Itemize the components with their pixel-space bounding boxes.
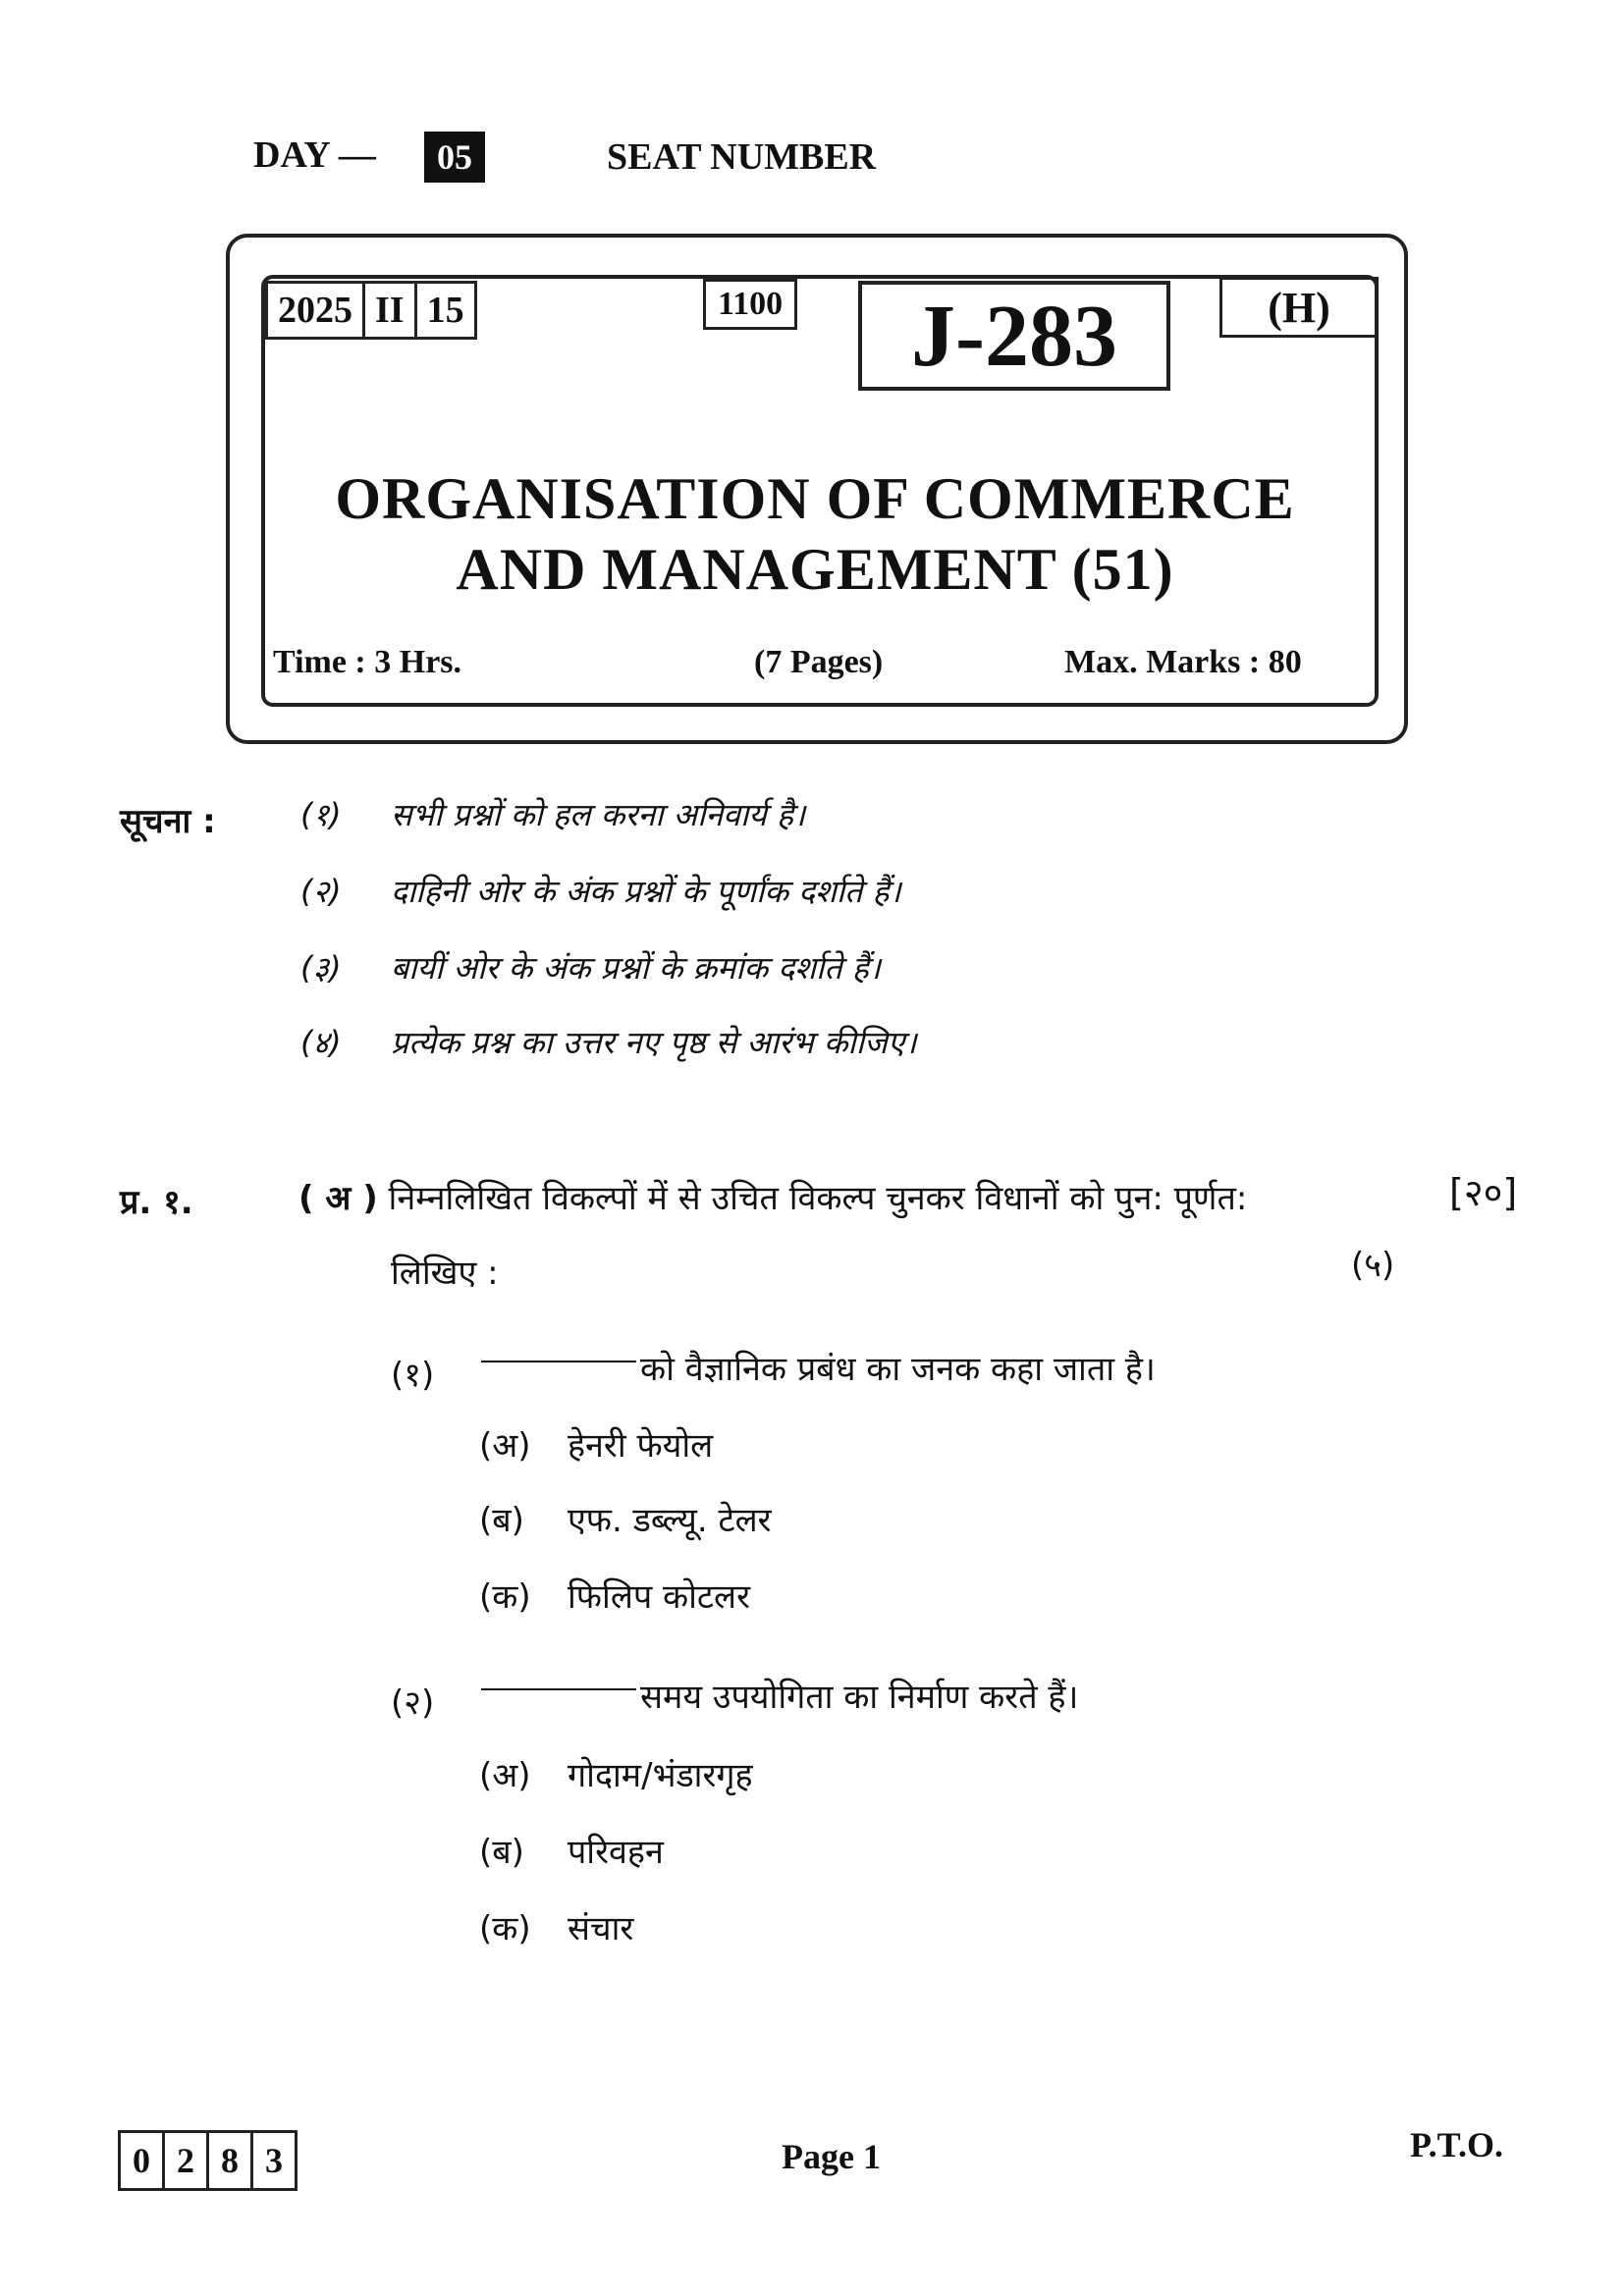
- question-part-marks: (५): [1351, 1246, 1395, 1285]
- footer-code-digit: 0: [121, 2133, 165, 2188]
- option-label: (क): [479, 1577, 531, 1617]
- paper-code: J-283: [858, 281, 1170, 391]
- question-number: प्र. १.: [120, 1183, 193, 1222]
- paper-title-line-2: AND MANAGEMENT (51): [456, 537, 1174, 602]
- pages-label: (7 Pages): [754, 644, 884, 680]
- footer-code-digit: 8: [209, 2133, 253, 2188]
- instruction-number: (३): [300, 949, 342, 987]
- answer-blank: [481, 1361, 636, 1362]
- paper-title-line-1: ORGANISATION OF COMMERCE: [335, 466, 1295, 531]
- day-label: DAY —: [253, 134, 376, 176]
- option-label: (ब): [479, 1501, 524, 1540]
- option-text: एफ. डब्ल्यू. टेलर: [568, 1501, 772, 1540]
- sub-question-statement: समय उपयोगिता का निर्माण करते हैं।: [640, 1678, 1079, 1717]
- sub-question-text: [481, 1345, 1156, 1390]
- question-part-label: ( अ ): [298, 1179, 378, 1218]
- instructions-label: सूचना :: [120, 802, 216, 841]
- sub-question-number: (१): [391, 1356, 435, 1395]
- pto-label: P.T.O.: [1410, 2125, 1504, 2164]
- max-marks-label: Max. Marks : 80: [1064, 644, 1302, 680]
- instruction-number: (२): [300, 873, 342, 910]
- code-cell-term: II: [365, 284, 417, 337]
- option-text: गोदाम/भंडारगृह: [568, 1756, 753, 1795]
- day-number: 05: [424, 132, 485, 183]
- instruction-number: (१): [300, 796, 342, 833]
- seat-number-label: SEAT NUMBER: [607, 136, 877, 178]
- option-text: हेनरी फेयोल: [568, 1426, 714, 1466]
- option-text: परिवहन: [568, 1833, 664, 1872]
- code-boxes: [265, 281, 477, 340]
- time-label: Time : 3 Hrs.: [273, 644, 462, 680]
- instruction-text: सभी प्रश्नों को हल करना अनिवार्य है।: [391, 796, 806, 833]
- medium-box: (H): [1219, 277, 1379, 338]
- roll-box: 1100: [703, 279, 797, 330]
- option-label: (ब): [479, 1833, 524, 1872]
- footer-code-digit: 2: [165, 2133, 209, 2188]
- instruction-number: (४): [300, 1024, 342, 1061]
- page-number: Page 1: [782, 2137, 881, 2176]
- instruction-text: दाहिनी ओर के अंक प्रश्नों के पूर्णांक दर्शाते हैं।: [391, 873, 901, 910]
- code-cell-year: 2025: [268, 284, 365, 337]
- instruction-text: बायीं ओर के अंक प्रश्नों के क्रमांक दर्शाते हैं।: [391, 949, 881, 987]
- footer-code-digit: 3: [265, 2141, 283, 2180]
- option-label: (क): [479, 1909, 531, 1949]
- sub-question-text: [481, 1673, 1078, 1718]
- question-total-marks: [२०]: [1449, 1171, 1518, 1214]
- question-part: [298, 1174, 1247, 1219]
- option-label: (अ): [479, 1426, 531, 1466]
- answer-blank: [481, 1688, 636, 1690]
- sub-question-number: (२): [391, 1683, 435, 1723]
- option-text: फिलिप कोटलर: [568, 1577, 751, 1617]
- option-text: संचार: [568, 1909, 634, 1949]
- sub-question-statement: को वैज्ञानिक प्रबंध का जनक कहा जाता है।: [640, 1350, 1156, 1389]
- code-cell-number: 15: [426, 290, 464, 331]
- question-part-text: निम्नलिखित विकल्पों में से उचित विकल्प चुनकर विधानों को पुन: पूर्णत:: [388, 1179, 1248, 1218]
- footer-code-boxes: [118, 2130, 298, 2191]
- option-label: (अ): [479, 1756, 531, 1795]
- question-part-text-continued: लिखिए :: [391, 1254, 499, 1293]
- instruction-text: प्रत्येक प्रश्न का उत्तर नए पृष्ठ से आरंभ कीजिए।: [391, 1024, 917, 1061]
